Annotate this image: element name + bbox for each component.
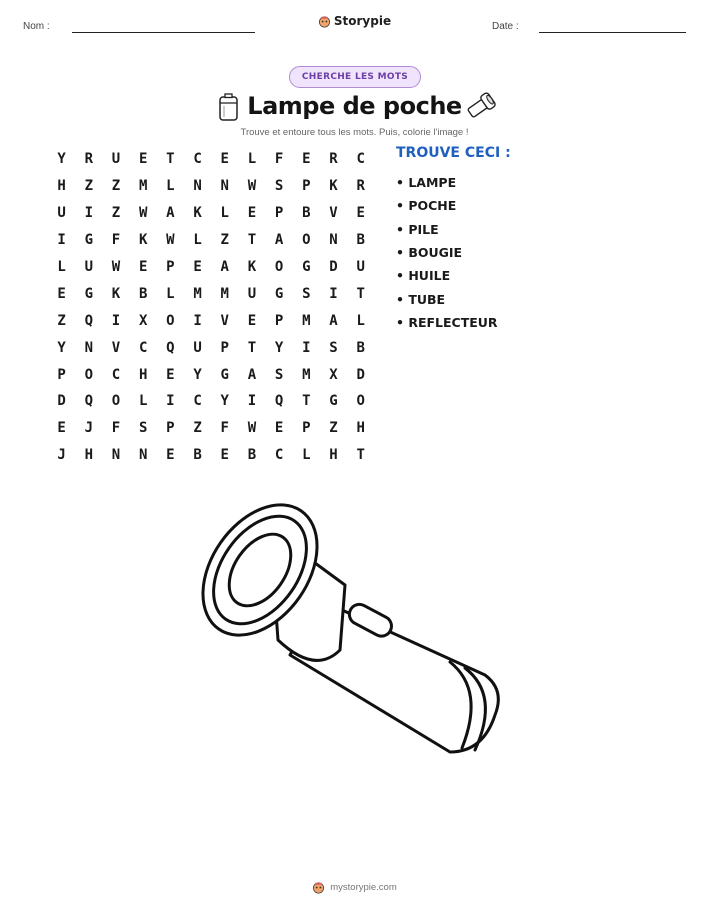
- grid-letter[interactable]: I: [329, 285, 338, 302]
- grid-letter[interactable]: V: [220, 312, 229, 329]
- grid-letter[interactable]: F: [220, 420, 229, 437]
- flashlight-illustration: [200, 490, 510, 760]
- grid-letter[interactable]: E: [138, 151, 148, 168]
- grid-letter[interactable]: N: [220, 178, 229, 195]
- grid-letter[interactable]: S: [274, 178, 284, 195]
- grid-letter[interactable]: L: [138, 393, 148, 410]
- grid-letter[interactable]: D: [57, 393, 66, 410]
- grid-letter[interactable]: K: [138, 232, 148, 249]
- grid-letter[interactable]: I: [111, 312, 121, 329]
- grid-letter[interactable]: N: [193, 178, 202, 195]
- grid-letter[interactable]: U: [57, 205, 66, 222]
- grid-letter[interactable]: K: [111, 285, 121, 302]
- grid-letter[interactable]: F: [111, 232, 121, 249]
- grid-letter[interactable]: P: [57, 366, 66, 383]
- grid-letter[interactable]: T: [247, 232, 257, 249]
- grid-letter[interactable]: H: [138, 366, 148, 383]
- grid-letter[interactable]: B: [356, 339, 365, 356]
- grid-letter[interactable]: L: [166, 285, 175, 302]
- grid-letter[interactable]: Z: [220, 232, 229, 249]
- brand-logo: [0, 14, 709, 28]
- grid-letter[interactable]: E: [220, 151, 229, 168]
- grid-letter[interactable]: Q: [84, 312, 93, 329]
- grid-letter[interactable]: O: [166, 312, 175, 329]
- grid-letter[interactable]: E: [166, 366, 175, 383]
- grid-letter[interactable]: T: [302, 393, 311, 410]
- grid-letter[interactable]: E: [138, 259, 148, 275]
- grid-letter[interactable]: L: [302, 447, 311, 464]
- grid-letter[interactable]: L: [193, 232, 202, 249]
- grid-letter[interactable]: G: [302, 259, 311, 275]
- grid-letter[interactable]: A: [329, 312, 338, 329]
- grid-letter[interactable]: M: [220, 285, 229, 302]
- grid-letter[interactable]: L: [220, 205, 229, 222]
- grid-letter[interactable]: L: [57, 259, 66, 275]
- instructions: Trouve et entoure tous les mots. Puis, colorie l'image !: [240, 127, 469, 138]
- grid-letter[interactable]: Y: [220, 393, 229, 410]
- grid-letter[interactable]: P: [166, 420, 175, 437]
- word-search-grid: [48, 146, 374, 469]
- grid-letter[interactable]: N: [111, 447, 121, 464]
- grid-letter[interactable]: Q: [84, 393, 93, 410]
- grid-letter[interactable]: M: [193, 285, 202, 302]
- grid-letter[interactable]: G: [274, 285, 284, 302]
- grid-letter[interactable]: I: [166, 393, 175, 410]
- grid-letter[interactable]: E: [57, 285, 66, 302]
- grid-letter[interactable]: O: [302, 232, 311, 249]
- word-item: • TUBE: [396, 291, 446, 307]
- flashlight-icon: [464, 91, 498, 121]
- grid-letter[interactable]: Z: [57, 312, 66, 329]
- grid-letter[interactable]: U: [84, 259, 93, 275]
- category-badge: CHERCHE LES MOTS: [289, 66, 421, 88]
- grid-letter[interactable]: B: [247, 447, 257, 464]
- grid-letter[interactable]: H: [329, 447, 338, 464]
- word-list-heading: TROUVE CECI :: [396, 145, 511, 161]
- grid-letter[interactable]: S: [329, 339, 338, 356]
- grid-letter[interactable]: G: [84, 232, 93, 249]
- grid-letter[interactable]: S: [274, 366, 284, 383]
- grid-letter[interactable]: V: [111, 339, 121, 356]
- grid-letter[interactable]: K: [329, 178, 338, 195]
- grid-letter[interactable]: C: [274, 447, 284, 464]
- grid-letter[interactable]: Q: [166, 339, 175, 356]
- grid-letter[interactable]: F: [111, 420, 121, 437]
- grid-letter[interactable]: C: [138, 339, 148, 356]
- grid-letter[interactable]: S: [302, 285, 311, 302]
- word-item: • LAMPE: [396, 175, 457, 191]
- grid-letter[interactable]: P: [274, 312, 284, 329]
- grid-letter[interactable]: E: [220, 447, 229, 464]
- grid-letter[interactable]: W: [247, 420, 257, 437]
- footer: [0, 881, 709, 894]
- grid-letter[interactable]: T: [247, 339, 257, 356]
- grid-letter[interactable]: L: [247, 151, 257, 168]
- brand-name: Storypie: [333, 14, 392, 28]
- word-list: [396, 171, 498, 334]
- footer-link[interactable]: mystorypie.com: [330, 882, 397, 893]
- grid-letter[interactable]: A: [247, 366, 257, 383]
- grid-letter[interactable]: J: [57, 447, 66, 464]
- grid-letter[interactable]: T: [166, 151, 175, 168]
- grid-letter[interactable]: C: [193, 151, 202, 168]
- grid-letter[interactable]: U: [247, 285, 257, 302]
- grid-letter[interactable]: Q: [274, 393, 284, 410]
- grid-letter[interactable]: G: [84, 285, 93, 302]
- grid-letter[interactable]: I: [193, 312, 202, 329]
- grid-letter[interactable]: S: [138, 420, 148, 437]
- grid-letter[interactable]: P: [302, 420, 311, 437]
- grid-letter[interactable]: L: [166, 178, 175, 195]
- word-item: • BOUGIE: [396, 245, 463, 261]
- grid-letter[interactable]: I: [57, 232, 66, 249]
- grid-letter[interactable]: X: [329, 366, 338, 383]
- word-item: • HUILE: [396, 268, 451, 284]
- grid-letter[interactable]: C: [193, 393, 202, 410]
- grid-letter[interactable]: N: [329, 232, 338, 249]
- grid-letter[interactable]: R: [329, 151, 338, 168]
- grid-letter[interactable]: Z: [111, 205, 121, 222]
- grid-letter[interactable]: E: [166, 447, 175, 464]
- grid-letter[interactable]: G: [220, 366, 229, 383]
- grid-letter[interactable]: E: [274, 420, 284, 437]
- grid-letter[interactable]: C: [111, 366, 121, 383]
- grid-letter[interactable]: P: [220, 339, 229, 356]
- grid-letter[interactable]: R: [356, 178, 365, 195]
- name-field-line[interactable]: [72, 32, 255, 33]
- grid-letter[interactable]: A: [166, 205, 175, 222]
- grid-letter[interactable]: A: [274, 232, 284, 249]
- grid-letter[interactable]: D: [329, 259, 338, 275]
- grid-letter[interactable]: O: [111, 393, 121, 410]
- grid-letter[interactable]: I: [302, 339, 311, 356]
- grid-letter[interactable]: I: [247, 393, 257, 410]
- grid-letter[interactable]: K: [247, 259, 257, 275]
- grid-letter[interactable]: E: [356, 205, 365, 222]
- grid-letter[interactable]: W: [247, 178, 257, 195]
- name-label: Nom :: [23, 21, 50, 32]
- grid-letter[interactable]: M: [302, 312, 311, 329]
- mascot-icon: [312, 881, 325, 894]
- grid-letter[interactable]: G: [329, 393, 338, 410]
- grid-letter[interactable]: O: [274, 259, 284, 275]
- grid-letter[interactable]: A: [220, 259, 229, 275]
- grid-letter[interactable]: I: [84, 205, 93, 222]
- word-item: • PILE: [396, 221, 439, 237]
- grid-letter[interactable]: R: [84, 151, 93, 168]
- grid-letter[interactable]: J: [84, 420, 93, 437]
- grid-letter[interactable]: M: [138, 178, 148, 195]
- date-field-line[interactable]: [539, 32, 686, 33]
- grid-letter[interactable]: U: [193, 339, 202, 356]
- grid-letter[interactable]: E: [57, 420, 66, 437]
- grid-letter[interactable]: T: [356, 447, 365, 464]
- grid-letter[interactable]: O: [356, 393, 365, 410]
- grid-letter[interactable]: P: [274, 205, 284, 222]
- grid-letter[interactable]: X: [138, 312, 148, 329]
- grid-letter[interactable]: E: [302, 151, 311, 168]
- grid-letter[interactable]: Y: [57, 151, 66, 168]
- grid-letter[interactable]: W: [166, 232, 175, 249]
- grid-letter[interactable]: O: [84, 366, 93, 383]
- grid-letter[interactable]: L: [356, 312, 365, 329]
- word-item: • REFLECTEUR: [396, 314, 498, 330]
- grid-letter[interactable]: H: [57, 178, 66, 195]
- grid-letter[interactable]: Z: [329, 420, 338, 437]
- grid-letter[interactable]: T: [356, 285, 365, 302]
- grid-letter[interactable]: F: [274, 151, 284, 168]
- grid-letter[interactable]: W: [111, 259, 121, 275]
- grid-letter[interactable]: K: [193, 205, 202, 222]
- grid-letter[interactable]: B: [356, 232, 365, 249]
- grid-letter[interactable]: P: [166, 259, 175, 275]
- grid-letter[interactable]: Y: [193, 366, 202, 383]
- page-title: Lampe de poche: [247, 92, 462, 120]
- grid-letter[interactable]: C: [356, 151, 365, 168]
- grid-letter[interactable]: B: [138, 285, 148, 302]
- grid-letter[interactable]: U: [111, 151, 121, 168]
- grid-letter[interactable]: Z: [84, 178, 93, 195]
- grid-letter[interactable]: W: [138, 205, 148, 222]
- grid-letter[interactable]: Y: [57, 339, 66, 356]
- grid-letter[interactable]: D: [356, 366, 365, 383]
- grid-letter[interactable]: E: [193, 259, 202, 275]
- grid-letter[interactable]: E: [247, 312, 257, 329]
- mascot-icon: [318, 15, 331, 28]
- grid-letter[interactable]: Z: [193, 420, 202, 437]
- grid-letter[interactable]: P: [302, 178, 311, 195]
- grid-letter[interactable]: Y: [274, 339, 284, 356]
- grid-letter[interactable]: B: [302, 205, 311, 222]
- grid-letter[interactable]: N: [138, 447, 148, 464]
- grid-letter[interactable]: E: [247, 205, 257, 222]
- grid-letter[interactable]: H: [356, 420, 365, 437]
- grid-letter[interactable]: M: [302, 366, 311, 383]
- grid-letter[interactable]: N: [84, 339, 93, 356]
- word-item: • POCHE: [396, 198, 457, 214]
- grid-letter[interactable]: U: [356, 259, 365, 275]
- grid-letter[interactable]: H: [84, 447, 93, 464]
- grid-letter[interactable]: Z: [111, 178, 121, 195]
- grid-letter[interactable]: B: [193, 447, 202, 464]
- grid-letter[interactable]: V: [329, 205, 338, 222]
- date-label: Date :: [492, 21, 519, 32]
